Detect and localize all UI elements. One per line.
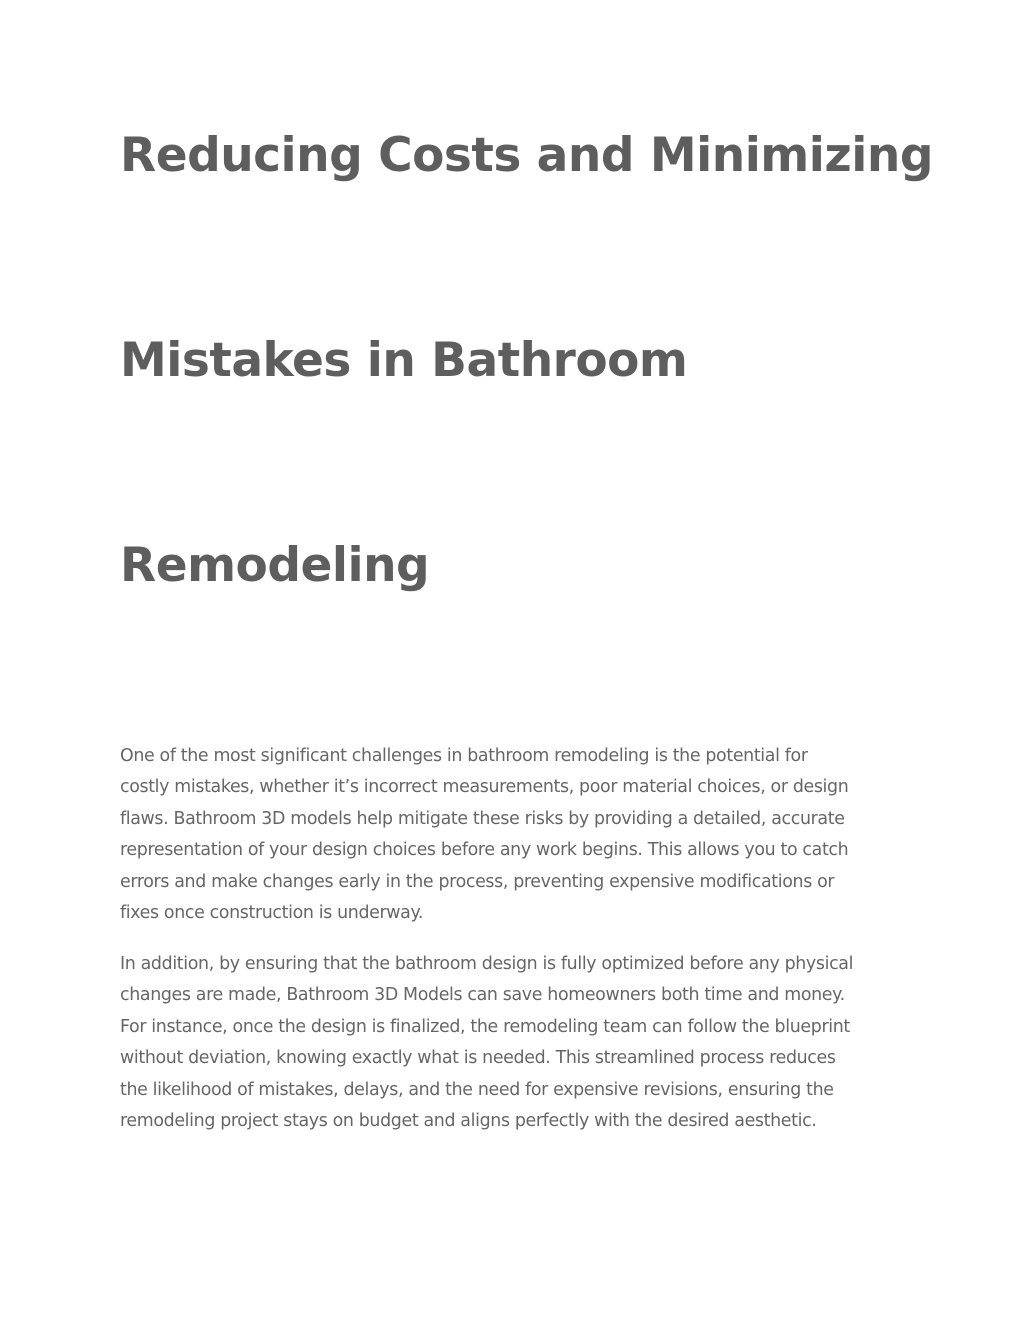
paragraph-line: flaws. Bathroom 3D models help mitigate these risks by providing a detailed, accurate [120, 808, 845, 829]
paragraph-line: the likelihood of mistakes, delays, and the need for expensive revisions, ensuring the [120, 1079, 834, 1100]
paragraph-line: without deviation, knowing exactly what is needed. This streamlined process reduces [120, 1048, 836, 1069]
paragraph-line: One of the most significant challenges in bathroom remodeling is the potential for [120, 746, 808, 766]
paragraph-line: fixes once construction is underway. [120, 903, 424, 924]
paragraph-line: In addition, by ensuring that the bathroom design is fully optimized before any physical [120, 954, 854, 974]
paragraph-line: remodeling project stays on budget and aligns perfectly with the desired aesthetic. [120, 1111, 817, 1132]
paragraph-line: errors and make changes early in the process, preventing expensive modifications or [120, 871, 835, 892]
body-paragraph-2 [120, 949, 910, 1137]
body-paragraph-1 [120, 741, 910, 929]
page-title-line-2: Mistakes in Bathroom [120, 333, 688, 388]
paragraph-line: costly mistakes, whether it’s incorrect measurements, poor material choices, or design [120, 777, 849, 798]
paragraph-line: changes are made, Bathroom 3D Models can save homeowners both time and money. [120, 985, 845, 1006]
paragraph-line: For instance, once the design is finalized, the remodeling team can follow the blueprint [120, 1016, 850, 1037]
page-title-line-1: Reducing Costs and Minimizing [120, 128, 933, 183]
paragraph-line: representation of your design choices before any work begins. This allows you to catch [120, 840, 849, 861]
page-title-line-3: Remodeling [120, 538, 430, 593]
